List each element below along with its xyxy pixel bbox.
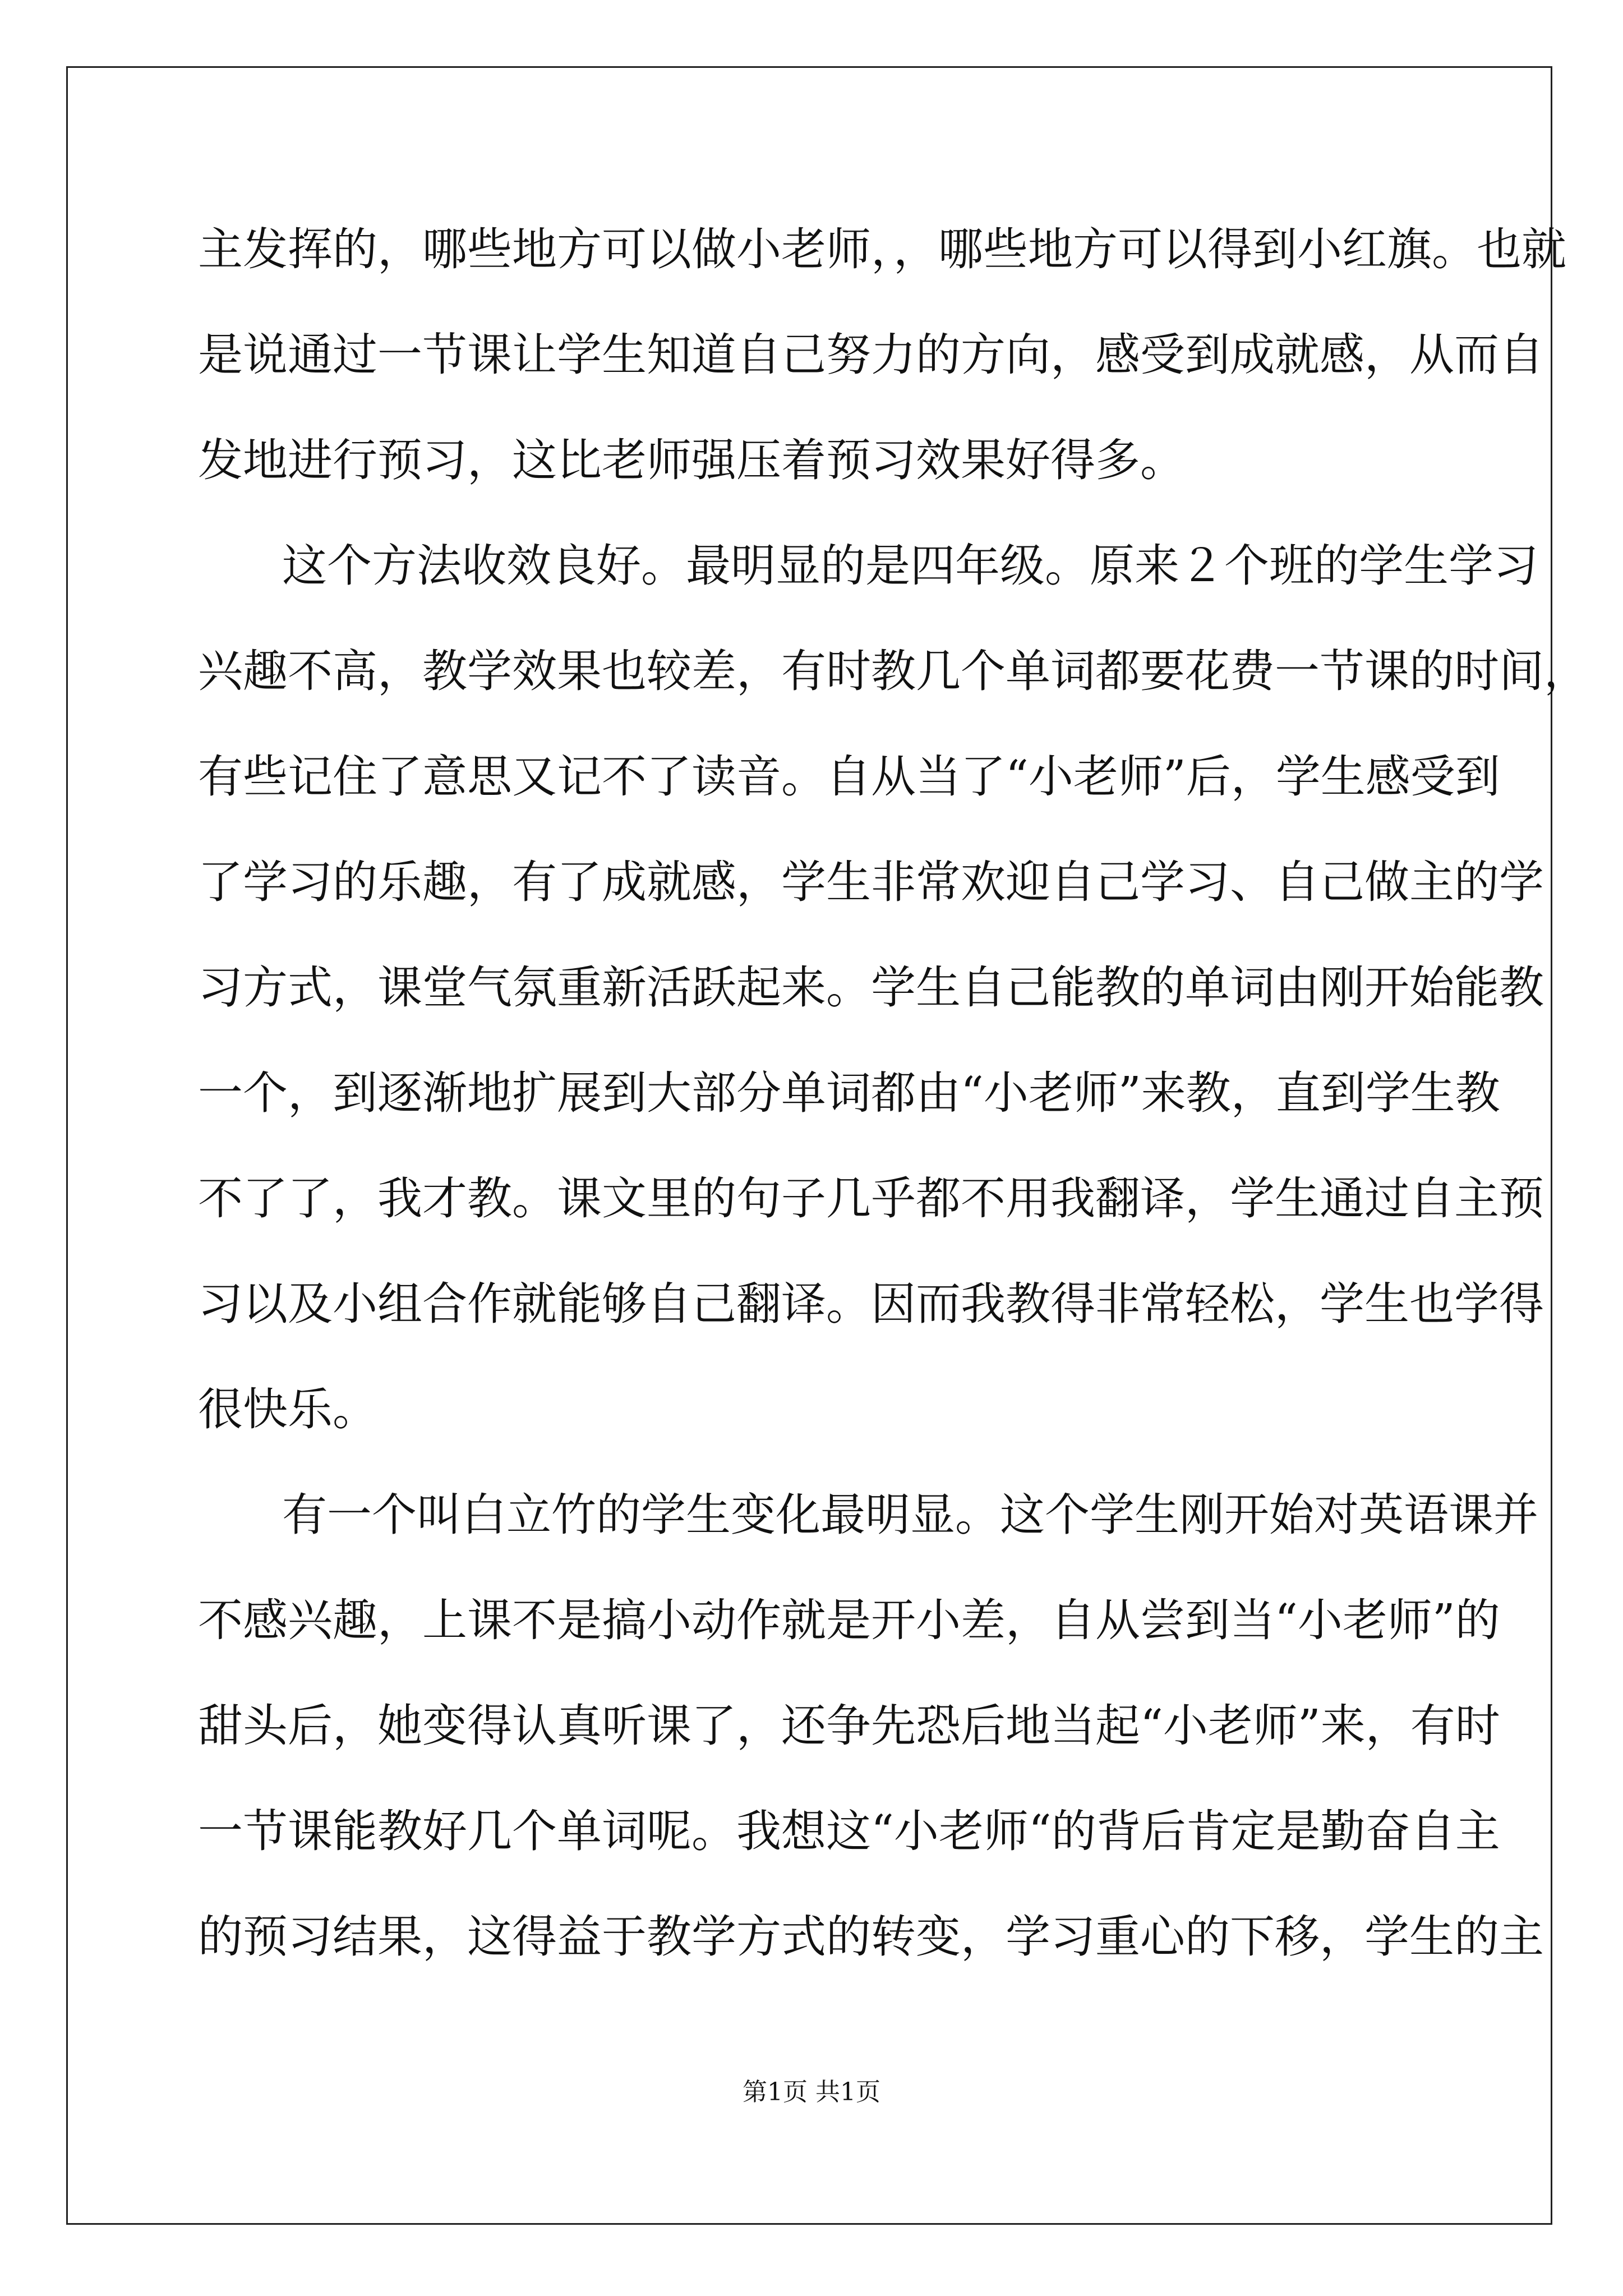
text-line: 是说通过一节课让学生知道自己努力的方向，感受到成就感，从而自 [198,329,1544,381]
text-line: 不了了，我才教。课文里的句子几乎都不用我翻译，学生通过自主预 [198,1172,1544,1225]
text-line: 的预习结果，这得益于教学方式的转变，学习重心的下移，学生的主 [198,1911,1544,1963]
text-line: 兴趣不高，教学效果也较差，有时教几个单词都要花费一节课的时间， [198,645,1589,697]
text-line: 主发挥的，哪些地方可以做小老师，，哪些地方可以得到小红旗。也就 [198,223,1566,275]
text-line: 习方式，课堂气氛重新活跃起来。学生自己能教的单词由刚开始能教 [198,961,1544,1014]
text-line: 甜头后，她变得认真听课了，还争先恐后地当起“小老师”来，有时 [198,1700,1500,1752]
text-line: 不感兴趣，上课不是搞小动作就是开小差，自从尝到当“小老师”的 [198,1594,1500,1646]
text-line: 一节课能教好几个单词呢。我想这“小老师“的背后肯定是勤奋自主 [198,1805,1500,1857]
page-footer: 第1页 共1页 [743,2078,880,2106]
page-border [66,66,1589,2225]
text-line: 发地进行预习，这比老师强压着预习效果好得多。 [198,434,1185,486]
text-line: 了学习的乐趣，有了成就感，学生非常欢迎自己学习、自己做主的学 [198,856,1544,908]
text-line: 习以及小组合作就能够自己翻译。因而我教得非常轻松，学生也学得 [198,1278,1544,1330]
text-line: 很快乐。 [198,1383,377,1435]
text-line: 一个，到逐渐地扩展到大部分单词都由“小老师”来教，直到学生教 [198,1067,1500,1119]
text-line: 有些记住了意思又记不了读音。自从当了“小老师”后，学生感受到 [198,751,1500,803]
text-line: 有一个叫白立竹的学生变化最明显。这个学生刚开始对英语课并 [282,1489,1538,1541]
text-line: 这个方法收效良好。最明显的是四年级。原来２个班的学生学习 [282,540,1538,592]
